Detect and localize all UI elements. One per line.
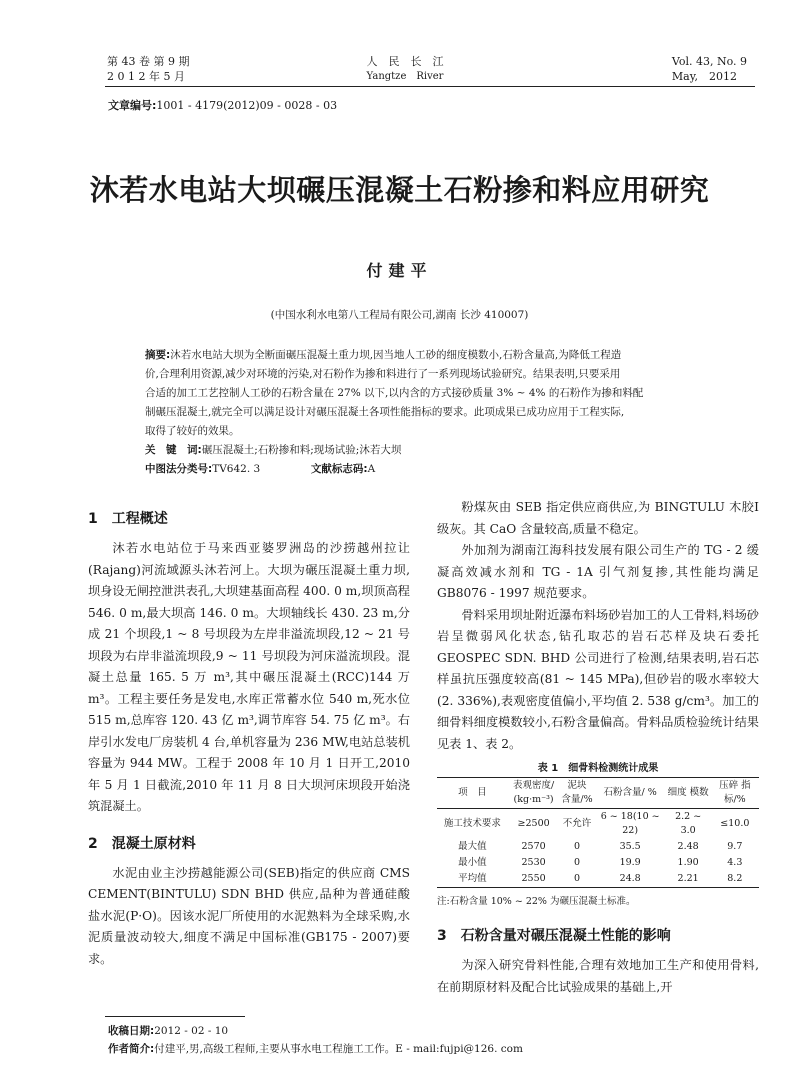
table-header-stone-powder: 石粉含量/ % [603,787,657,798]
left-column [88,508,410,970]
table-row [437,855,759,871]
volume-issue-en: Vol. 43, No. 9 [671,55,747,68]
abstract-label: 摘要: [145,349,171,361]
table-cell: 24.8 [619,873,641,884]
table-cell: 最大值 [458,841,487,852]
abstract [145,346,735,479]
abstract-line-5: 取得了较好的效果。 [145,425,240,437]
doc-code-label: 文献标志码: [310,463,368,475]
right-column-body [437,497,759,755]
table-header-item: 项 目 [458,787,487,798]
keywords-text: 碾压混凝土;石粉掺和料;现场试验;沐若大坝 [201,444,402,456]
date-cn: 2 0 1 2 年 5 月 [107,70,185,83]
received-date [108,1022,768,1040]
table-cell: 2570 [521,841,546,852]
section-3-heading: 3 石粉含量对碾压混凝土性能的影响 [437,928,671,944]
section-2-body [88,863,410,971]
abstract-text-1: 沐若水电站大坝为全断面碾压混凝土重力坝,因当地人工砂的细度模数小,石粉含量高,为降低工程造 [170,349,622,361]
section-2-paragraph: 水泥由业主沙捞越能源公司(SEB)指定的供应商 CMS CEMENT(BINTULU) SDN BHD 供应,品种为普通硅酸盐水泥(P·O)。因该水泥厂所使用的水泥熟料为全球采购,水泥质量波动较大,细度不满足中国标准(GB175 - 2007)要求。 [88,865,410,966]
table-cell: 2550 [521,873,546,884]
journal-volume-en [672,54,747,84]
keywords-label: 关 键 词: [145,444,202,456]
table-header-crushing: 压碎 指标/% [719,780,751,805]
section-3-body [437,955,759,998]
doc-code-value: A [367,463,376,475]
clc-label: 中图法分类号: [145,463,213,475]
table-1-grid [437,778,759,887]
journal-volume-issue [107,54,189,84]
table-cell: 0 [574,873,581,884]
section-1-body [88,538,410,818]
date-en: May, 2012 [671,70,737,83]
table-cell: 19.9 [619,857,641,868]
table-cell: 8.2 [727,873,743,884]
author-name: 付建平 [366,261,433,280]
table-cell: 4.3 [727,857,743,868]
table-cell: 1.90 [677,857,699,868]
volume-issue-cn: 第 43 卷 第 9 期 [107,55,190,68]
table-cell: 0 [574,841,581,852]
journal-name [360,54,450,84]
bio-text: 付建平,男,高级工程师,主要从事水电工程施工工作。E - mail:fujpi@126. com [154,1043,523,1055]
flyash-paragraph: 粉煤灰由 SEB 指定供应商供应,为 BINGTULU 木胶Ⅰ级灰。其 CaO 含量较高,质量不稳定。 [437,500,759,536]
table-cell: ≤10.0 [720,818,750,829]
affiliation: (中国水利水电第八工程局有限公司,湖南 长沙 410007) [270,309,529,321]
table-row [437,839,759,855]
page-title: 沐若水电站大坝碾压混凝土石粉掺和料应用研究 [89,173,710,207]
article-number [108,97,337,113]
section-1-heading: 1 工程概述 [88,511,168,527]
table-1-note: 注:石粉含量 10% ~ 22% 为碾压混凝土标准。 [437,896,636,907]
table-header-density: 表观密度/ (kg·m⁻³) [512,780,555,805]
section-1-paragraph: 沐若水电站位于马来西亚婆罗洲岛的沙捞越州拉让(Rajang)河流域源头沐若河上。大坝为碾压混凝土重力坝,坝身设无闸控泄洪表孔,大坝建基面高程 400. 0 m,坝顶高程 546. 0 m,最大坝高 146. 0 m。大坝轴线长 430. 23 m,分成 21 个坝段,1 ~ 8 号坝段为左岸非溢流坝段,12 ~ 21 号坝段为右岸非溢流坝段,9 ~ 11 号坝段为河床溢流坝段。混凝土总量 165. 5 万 m³,其中碾压混凝土(RCC)144 万 m³。工程主要任务是发电,水库正常蓄水位 540 m,死水位 515 m,总库容 120. 43 亿 m³,调节库容 54. 75 亿 m³。右岸引水发电厂房装机 4 台,单机容量为 236 MW,电站总装机容量为 944 MW。工程于 2008 年 10 月 1 日开工,2010 年 5 月 1 日截流,2010 年 11 月 8 日大坝河床坝段开始浇筑混凝土。 [88,541,410,813]
table-cell: 0 [574,857,581,868]
table-1 [437,759,759,907]
abstract-line-1 [145,346,735,365]
admixture-paragraph: 外加剂为湖南江海科技发展有限公司生产的 TG - 2 缓凝高效减水剂和 TG - 1A 引气剂复掺,其性能均满足 GB8076 - 1997 规范要求。 [437,543,759,600]
table-cell: 2.21 [677,873,699,884]
table-cell: 最小值 [458,857,487,868]
clc-value: TV642. 3 [212,463,261,475]
abstract-line-4: 制碾压混凝土,就完全可以满足设计对碾压混凝土各项性能指标的要求。此项成果已成功应用于工程实际, [145,406,625,418]
article-number-value: 1001 - 4179(2012)09 - 0028 - 03 [156,99,338,112]
table-cell: 施工技术要求 [443,818,501,829]
table-row [437,809,759,840]
table-cell: 2.48 [677,841,699,852]
received-label: 收稿日期: [108,1025,155,1037]
table-cell: 2530 [521,857,546,868]
table-row [437,871,759,887]
footnotes [108,1022,768,1058]
classification [145,460,735,479]
header-rule [105,86,755,87]
table-cell: 35.5 [619,841,641,852]
keywords [145,441,735,460]
bio-label: 作者简介: [108,1043,155,1055]
table-1-caption: 表 1 细骨料检测统计成果 [537,763,659,774]
table-cell: 平均值 [458,873,487,884]
table-cell: ≥2500 [517,818,550,829]
section-3-paragraph: 为深入研究骨料性能,合理有效地加工生产和使用骨料,在前期原材料及配合比试验成果的基础上,开 [437,958,759,994]
table-header-clay: 泥块 含量/% [561,780,593,805]
article-number-label: 文章编号: [108,99,157,112]
table-cell: 6 ~ 18(10 ~ 22) [600,811,660,836]
table-cell: 9.7 [727,841,743,852]
journal-name-en: Yangtze River [366,71,444,82]
author-bio [108,1040,768,1058]
journal-name-cn: 人 民 长 江 [366,55,444,68]
table-cell: 不允许 [562,818,592,829]
received-value: 2012 - 02 - 10 [154,1025,229,1037]
aggregate-paragraph: 骨料采用坝址附近瀑布料场砂岩加工的人工骨料,料场砂岩呈微弱风化状态,钻孔取芯的岩石芯样及块石委托 GEOSPEC SDN. BHD 公司进行了检测,结果表明,岩石芯样虽抗压强度较高(81 ~ 145 MPa),但砂岩的吸水率较大(2. 336%),表观密度值偏小,平均值 2. 538 g/cm³。加工的细骨料细度模数较小,石粉含量偏高。骨料品质检验统计结果见表 1、表 2。 [437,607,759,751]
table-cell: 2.2 ~ 3.0 [675,811,702,836]
abstract-line-2: 价,合理利用资源,减少对环境的污染,对石粉作为掺和料进行了一系列现场试验研究。结果表明,只要采用 [145,368,621,380]
right-column [437,497,759,998]
section-2-heading: 2 混凝土原材料 [88,835,196,852]
abstract-line-3: 合适的加工工艺控制人工砂的石粉含量在 27% 以下,以内含的方式接砂质量 3% ~ 4% 的石粉作为掺和料配 [145,387,644,399]
table-header-fineness: 细度 模数 [667,787,709,798]
footnote-rule [105,1016,245,1017]
